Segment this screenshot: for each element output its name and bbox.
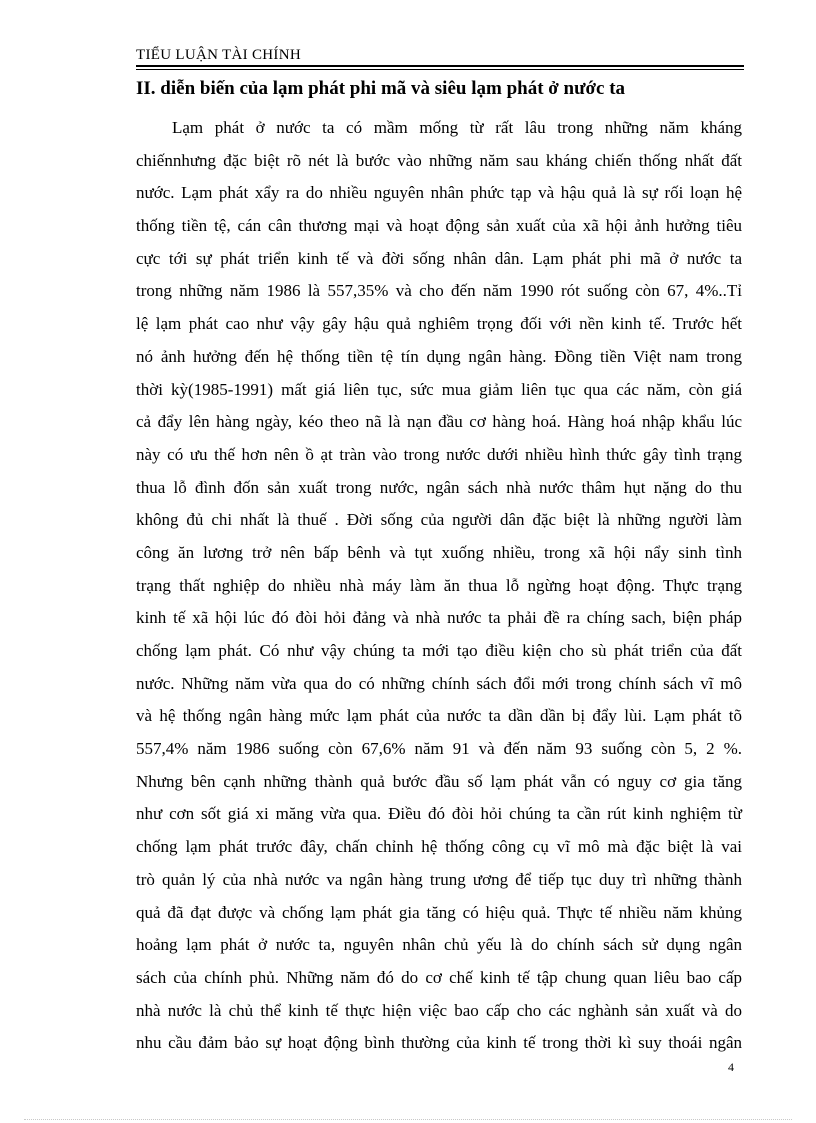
text-line: này có ưu thế hơn nên ồ ạt tràn vào trong nước dưới nhiều hình thức gây tình trạng [136, 444, 742, 464]
text-line: sách của chính phủ. Những năm đó do cơ chế kinh tế tập chung quan liêu bao cấp [136, 967, 742, 987]
text-line: thời kỳ(1985-1991) mất giá liên tục, sức mua giảm liên tục qua các năm, còn giá [136, 379, 742, 399]
text-line: và hệ thống ngân hàng mức lạm phát của nước ta dần dần bị đẩy lùi. Lạm phát tõ [136, 706, 742, 726]
text-line: hoảng lạm phát ở nước ta, nguyên nhân chủ yếu là do chính sách sử dụng ngân [136, 935, 742, 955]
text-line: quả đã đạt được và chống lạm phát gia tăng có hiệu quả. Thực tế nhiều năm khủng [136, 902, 742, 922]
text-line: trò quản lý của nhà nước va ngân hàng trung ương để tiếp tục duy trì những thành [136, 869, 742, 889]
text-line: nước. Những năm vừa qua do có những chính sách đổi mới trong chính sách vĩ mô [136, 673, 742, 693]
text-line: nhà nước là chủ thể kinh tế thực hiện việc bao cấp cho các nghành sản xuất và do [136, 1000, 742, 1020]
text-line: lệ lạm phát cao như vậy gây hậu quả nghiêm trọng đối với nền kinh tế. Trước hết [136, 314, 742, 334]
text-line: 557,4% năm 1986 suống còn 67,6% năm 91 và đến năm 93 suống còn 5, 2 %. [136, 739, 742, 759]
text-line: nhu cầu đảm bảo sự hoạt động bình thường của kinh tế trong thời kì suy thoái ngân [136, 1033, 742, 1053]
header-rule-thin [136, 69, 744, 70]
text-line: chống lạm phát. Có như vậy chúng ta mới tạo điều kiện cho sù phát triển của đất [136, 641, 742, 660]
section-heading: II. diễn biến của lạm phát phi mã và siêu lạm phát ở nước ta [136, 78, 626, 99]
text-line: trạng thất nghiệp do nhiều nhà máy làm ăn thua lỗ ngừng hoạt động. Thực trạng [136, 575, 742, 595]
page-header [136, 46, 744, 64]
text-line: công ăn lương trở nên bấp bênh và tụt xuống nhiều, trong xã hội nẩy sinh tình [136, 542, 742, 562]
page-bottom-dotted-border [24, 1119, 792, 1120]
text-line: không đủ chi nhất là thuế . Đời sống của người dân đặc biệt là những người làm [136, 510, 742, 530]
header-title: TIỂU LUẬN TÀI CHÍNH [136, 47, 301, 63]
text-line: cực tới sự phát triển kinh tế và đời sống nhân dân. Lạm phát phi mã ở nước ta [136, 248, 742, 268]
text-line: nước. Lạm phát xẩy ra do nhiều nguyên nhân phức tạp và hậu quả là sự rối loạn hệ [136, 183, 742, 203]
text-line: thống tiền tệ, cán cân thương mại và hoạt động sản xuất của xã hội ảnh hưởng tiêu [136, 216, 742, 236]
text-line: Lạm phát ở nước ta có mầm mống từ rất lâu trong những năm kháng [172, 118, 742, 137]
text-line: chống lạm phát trước đây, chấn chỉnh hệ thống công cụ vĩ mô mà đặc biệt là vai [136, 837, 742, 857]
text-line: kinh tế xã hội lúc đó đòi hỏi đảng và nhà nước ta phải đề ra chíng sach, biện pháp [136, 608, 742, 628]
text-line: trong những năm 1986 là 557,35% và cho đến năm 1990 rót suống còn 67, 4%..Tỉ [136, 281, 742, 301]
text-line: thua lỗ đình đốn sản xuất trong nước, ngân sách nhà nước thâm hụt nặng do thu [136, 477, 742, 497]
text-line: nó ảnh hưởng đến hệ thống tiền tệ tín dụng ngân hàng. Đồng tiền Việt nam trong [136, 346, 742, 366]
header-rule-thick [136, 65, 744, 67]
text-line: Nhưng bên cạnh những thành quả bước đầu số lạm phát vẫn có nguy cơ gia tăng [136, 771, 742, 791]
text-line: như cơn sốt giá xi măng vừa qua. Điều đó đòi hỏi chúng ta cần rút kinh nghiệm từ [136, 804, 742, 824]
text-line: cả đẩy lên hàng ngày, kéo theo nã là nạn đầu cơ hàng hoá. Hàng hoá nhập khẩu lúc [136, 412, 742, 432]
body-paragraph [136, 112, 742, 1060]
page-number: 4 [728, 1060, 734, 1074]
text-line: chiếnnhưng đặc biệt rõ nét là bước vào những năm sau kháng chiến thống nhất đất [136, 150, 742, 170]
